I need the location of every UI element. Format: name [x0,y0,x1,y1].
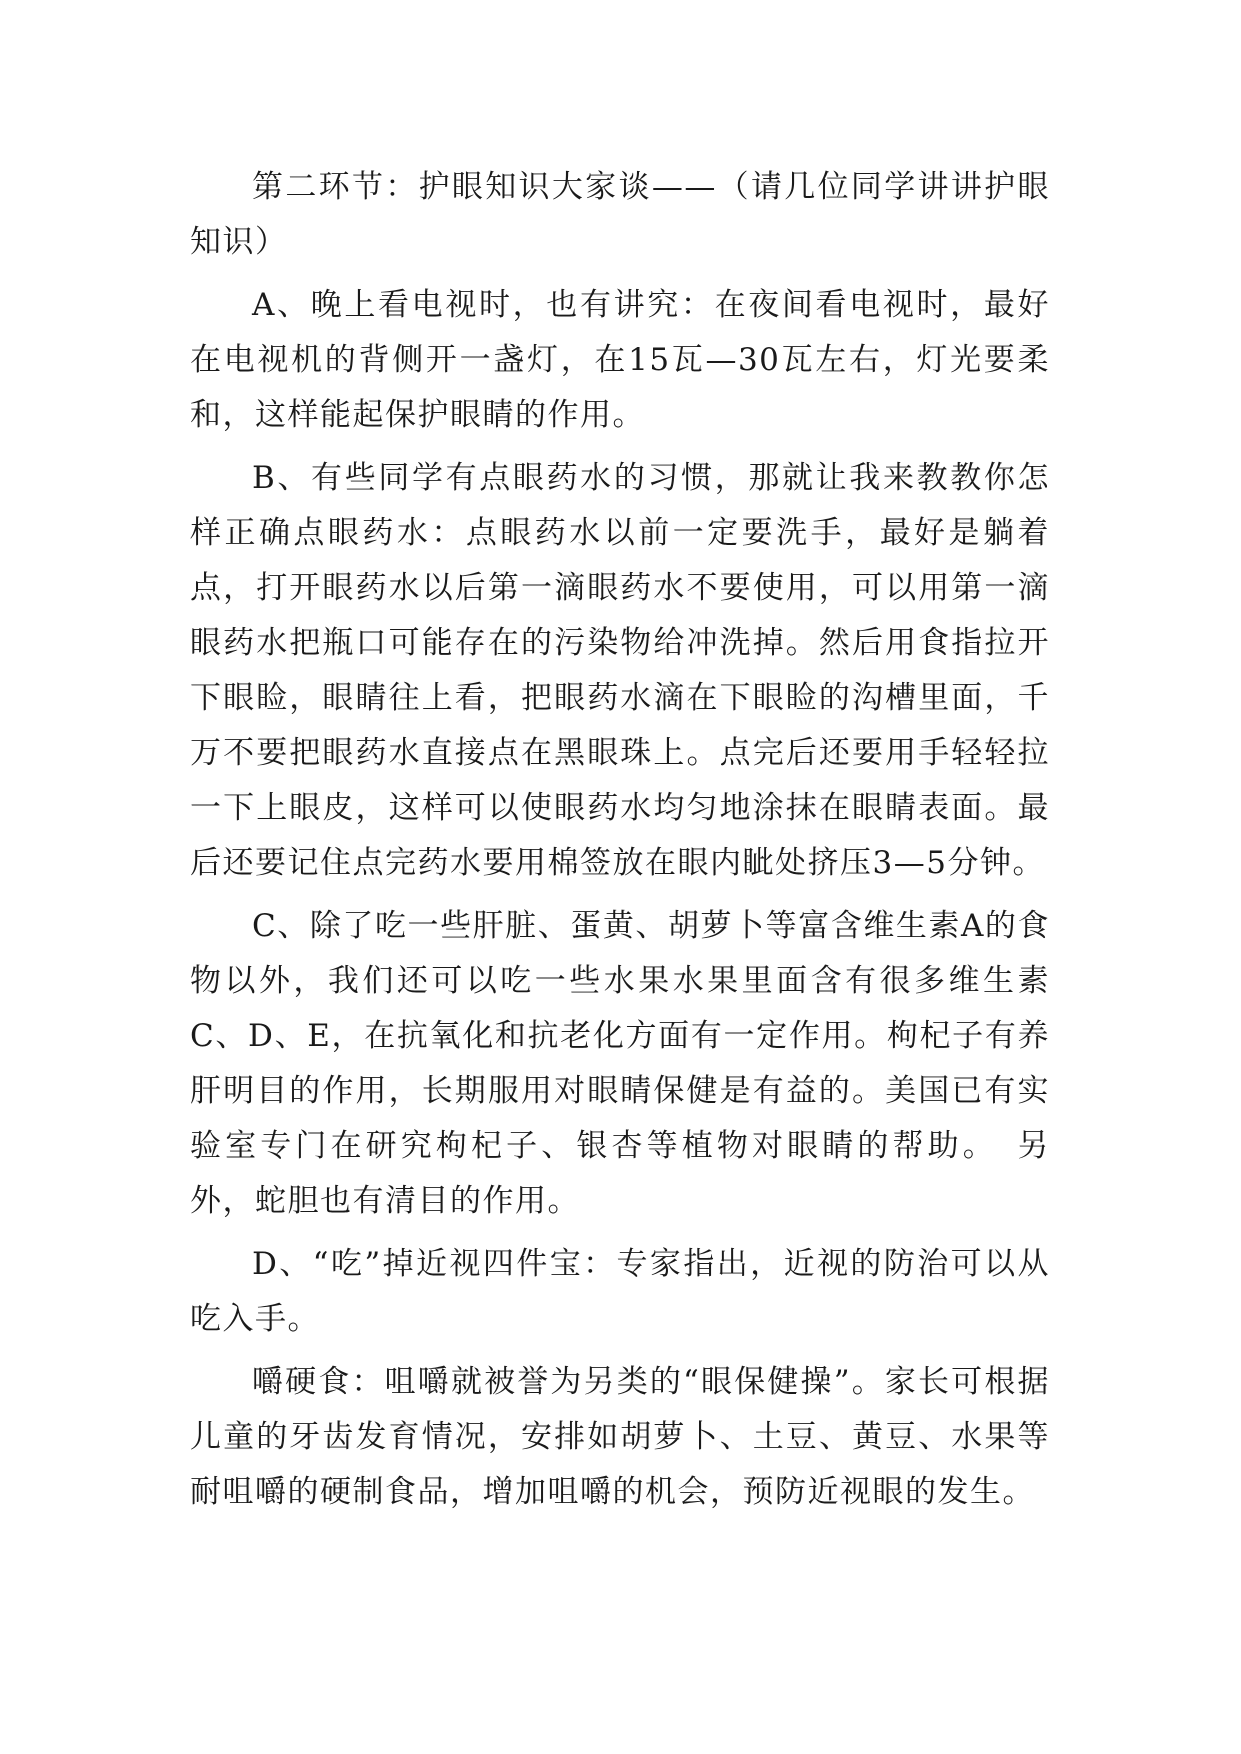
paragraph-a-tv-lighting: A、晚上看电视时，也有讲究：在夜间看电视时，最好在电视机的背侧开一盏灯，在15瓦—30瓦左右，灯光要柔和，这样能起保护眼睛的作用。 [190,287,1050,433]
paragraph-b-eye-drops: B、有些同学有点眼药水的习惯，那就让我来教教你怎样正确点眼药水：点眼药水以前一定要洗手，最好是躺着点，打开眼药水以后第一滴眼药水不要使用，可以用第一滴眼药水把瓶口可能存在的污染物给冲洗掉。然后用食指拉开下眼睑，眼睛往上看，把眼药水滴在下眼睑的沟槽里面，千万不要把眼药水直接点在黑眼珠上。点完后还要用手轻轻拉一下上眼皮，这样可以使眼药水均匀地涂抹在眼睛表面。最后还要记住点完药水要用棉签放在眼内眦处挤压3—5分钟。 [190,460,1050,881]
paragraph-c-vitamins: C、除了吃一些肝脏、蛋黄、胡萝卜等富含维生素A的食物以外，我们还可以吃一些水果水果里面含有很多维生素C、D、E，在抗氧化和抗老化方面有一定作用。枸杞子有养肝明目的作用，长期服用对眼睛保健是有益的。美国已有实验室专门在研究枸杞子、银杏等植物对眼睛的帮助。 另外，蛇胆也有清目的作用。 [190,908,1050,1219]
paragraph-section-title: 第二环节：护眼知识大家谈——（请几位同学讲讲护眼知识） [190,169,1050,260]
document-body [190,160,1050,1528]
paragraph-d-four-treasures: D、“吃”掉近视四件宝：专家指出，近视的防治可以从吃入手。 [190,1246,1050,1337]
paragraph-chew-hard-food: 嚼硬食：咀嚼就被誉为另类的“眼保健操”。家长可根据儿童的牙齿发育情况，安排如胡萝卜、土豆、黄豆、水果等耐咀嚼的硬制食品，增加咀嚼的机会，预防近视眼的发生。 [190,1364,1050,1510]
